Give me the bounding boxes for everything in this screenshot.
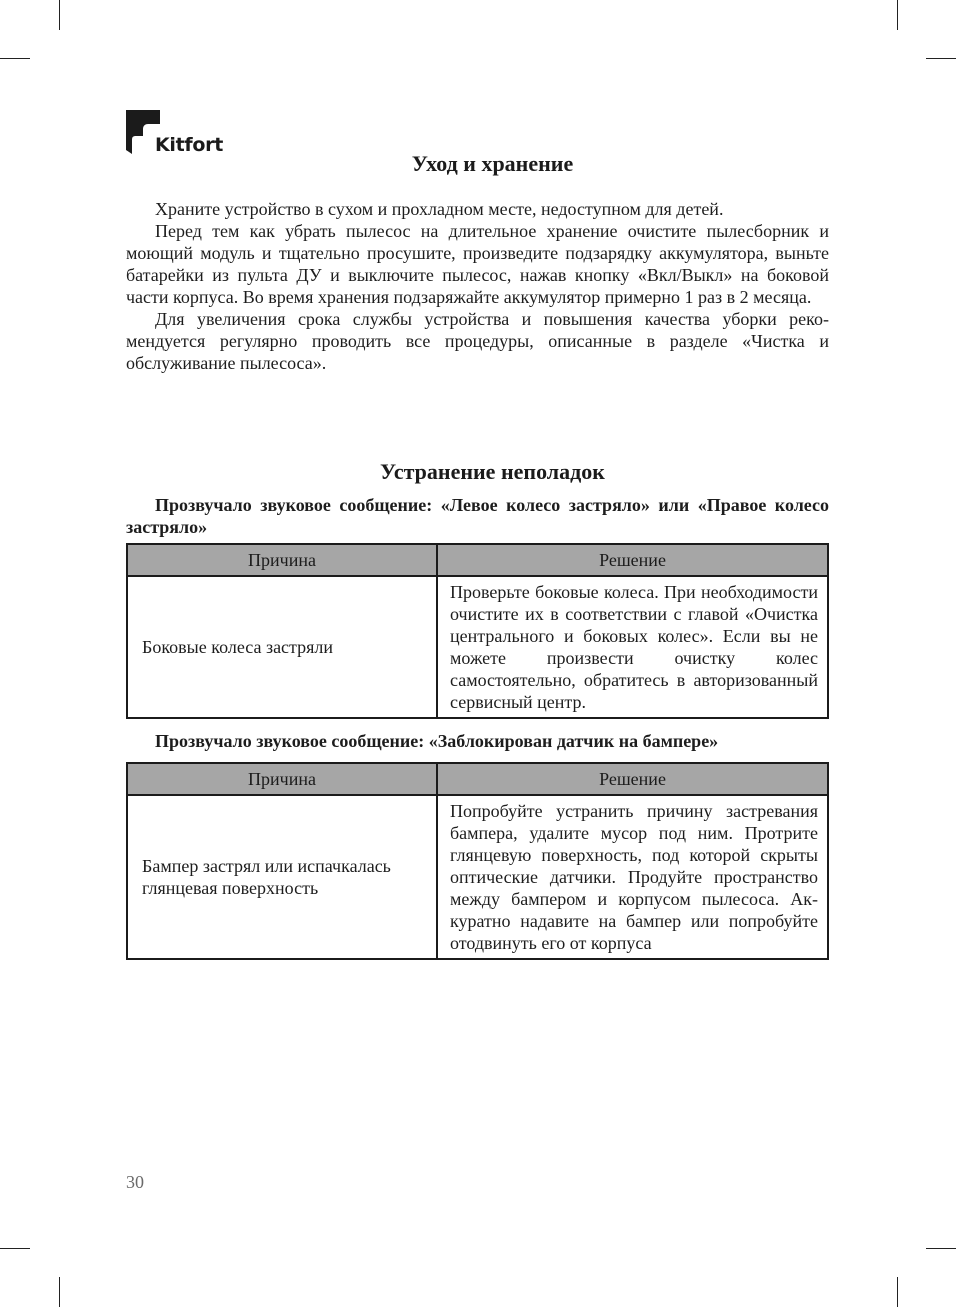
block-heading-text: Прозвучало звуковое сообщение: «Левое колесо застряло» или «Правое колесо застряло» xyxy=(126,495,829,537)
block-heading-text: Прозвучало звуковое сообщение: «Заблокирован датчик на бампере» xyxy=(155,731,719,751)
column-header-cause: Причина xyxy=(127,763,437,795)
column-header-solution: Решение xyxy=(437,544,828,576)
storage-paragraph: Перед тем как убрать пылесос на длительное хранение очистите пылесборник и моющий модуль и тщательно просушите, произведите подзарядку аккумулятора, выньте батарейки из пульта ДУ и выключите пылесос, нажав кнопку «Вкл/Выкл» на боковой части корпуса. Во время хранения подзаряжайте аккумулятор примерно 1 раз в 2 месяца. xyxy=(126,221,829,307)
storage-paragraph: Для увеличения срока службы устройства и повышения качества уборки рекомендуется регулярно проводить все процедуры, описанные в разделе «Чистка и обслуживание пылесоса». xyxy=(126,309,829,373)
brand-name: Kitfort xyxy=(155,134,223,156)
troubleshooting-section xyxy=(126,461,829,483)
crop-mark xyxy=(0,58,30,59)
crop-mark xyxy=(926,58,956,59)
crop-mark xyxy=(59,1277,60,1307)
solution-cell: Попробуйте устранить причину застревания бампера, удалите мусор под ним. Протрите глянцевую поверхность, под которой скрыты оптические датчики. Продуйте пространство между бампером и корпусом пылесоса. Аккуратно надавите на бампер или попробуйте отодвинуть его от корпуса xyxy=(437,795,828,959)
cause-cell: Боковые колеса застряли xyxy=(127,576,437,718)
crop-mark xyxy=(59,0,60,30)
storage-paragraph: Храните устройство в сухом и прохладном месте, недоступном для детей. xyxy=(155,199,724,219)
troubleshooting-table xyxy=(126,543,829,719)
troubleshooting-title: Устранение неполадок xyxy=(380,459,605,484)
table-row xyxy=(127,576,828,718)
storage-title: Уход и хранение xyxy=(411,151,574,176)
crop-mark xyxy=(926,1248,956,1249)
troubleshooting-table xyxy=(126,762,829,960)
crop-mark xyxy=(897,0,898,30)
column-header-cause: Причина xyxy=(127,544,437,576)
cause-cell: Бампер застрял или испачкалась глянцевая поверхность xyxy=(127,795,437,959)
solution-cell: Проверьте боковые колеса. При необходимости очистите их в соответствии с главой «Очистка центрального и боковых колес». Если вы не можете произвести очистку колес самостоятельно, обратитесь в авторизованный сервисный центр. xyxy=(437,576,828,718)
table-header-row xyxy=(127,544,828,576)
block-heading xyxy=(126,494,829,538)
table-header-row xyxy=(127,763,828,795)
crop-mark xyxy=(0,1248,30,1249)
storage-body xyxy=(126,198,829,374)
column-header-solution: Решение xyxy=(437,763,828,795)
storage-section xyxy=(126,153,829,175)
table-row xyxy=(127,795,828,959)
page-number: 30 xyxy=(126,1172,144,1192)
block-heading xyxy=(126,730,829,752)
crop-mark xyxy=(897,1277,898,1307)
